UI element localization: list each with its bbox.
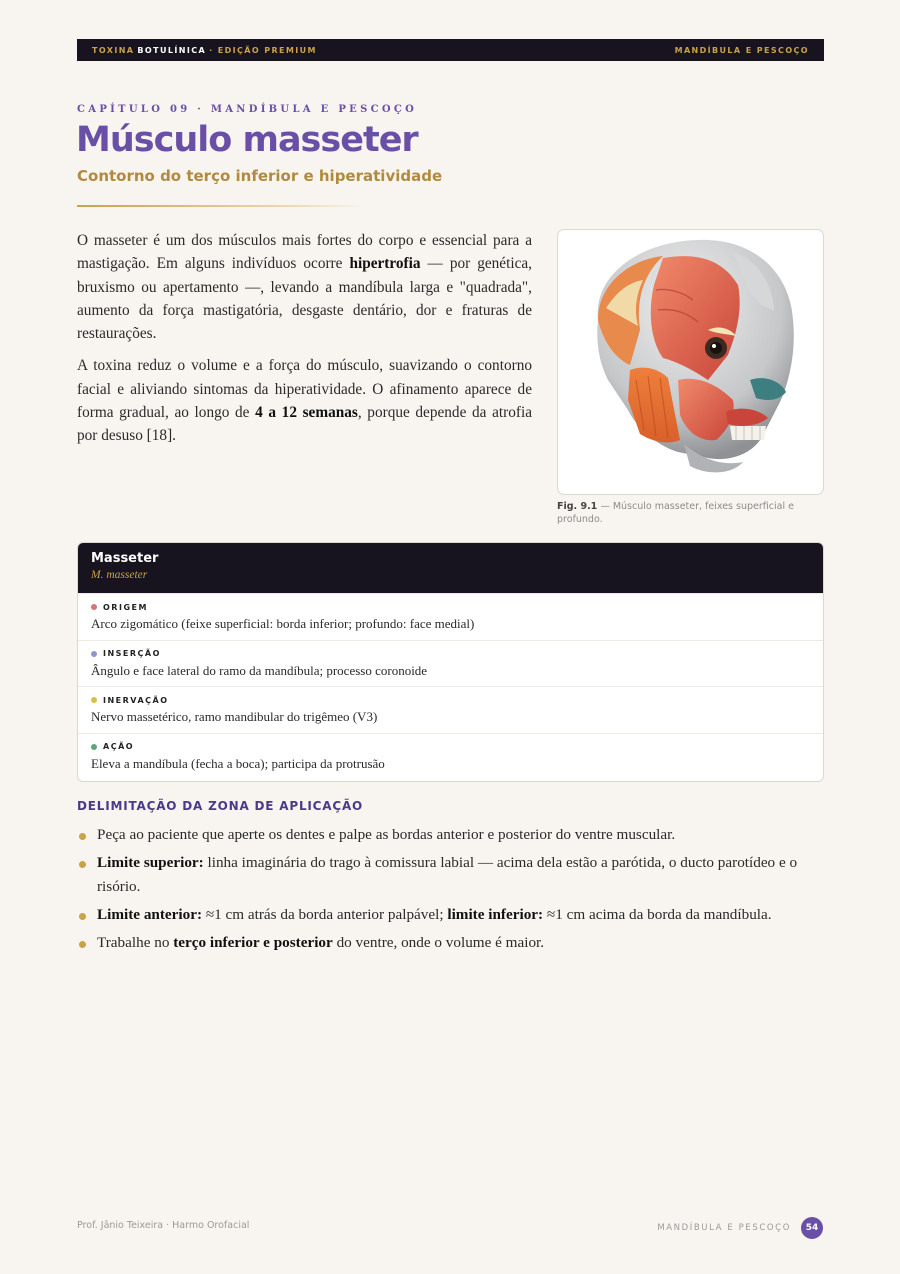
card-latin-name: M. masseter <box>91 569 148 581</box>
intro-text <box>77 229 532 457</box>
chapter-label: CAPÍTULO 09 · MANDÍBULA E PESCOÇO <box>77 104 418 115</box>
header-brand <box>92 46 317 55</box>
list-item <box>77 931 825 955</box>
page-number-badge: 54 <box>801 1217 823 1239</box>
row-label-text: INERVAÇÃO <box>103 695 169 705</box>
header-brand-botulinica: BOTULÍNICA <box>137 45 207 55</box>
title-divider <box>77 205 367 207</box>
muscle-info-card <box>77 542 824 782</box>
header-section: MANDÍBULA E PESCOÇO <box>674 45 809 55</box>
bullet-text: ≈1 cm acima da borda da mandíbula. <box>543 906 772 923</box>
row-text: Arco zigomático (feixe superficial: borda inferior; profundo: face medial) <box>91 616 475 631</box>
card-row-insercao <box>78 640 823 687</box>
insertion-dot-icon <box>91 651 97 657</box>
intro-p1-text-a: O masseter é um dos músculos mais fortes do corpo e essencial para a mastigação. Em alguns indivíduos ocorre <box>77 232 532 273</box>
bullet-bold: Limite anterior: <box>97 906 203 923</box>
bullet-text: linha imaginária do trago à comissura labial — acima dela estão a parótida, o ducto parotídeo e o risório. <box>97 854 798 895</box>
bullet-text: do ventre, onde o volume é maior. <box>332 934 545 951</box>
figure-label: Fig. 9.1 <box>557 501 598 512</box>
row-text: Ângulo e face lateral do ramo da mandíbula; processo coronoide <box>91 662 428 678</box>
intro-p2-text-a: A toxina reduz o volume e a força do músculo, suavizando o contorno facial e aliviando sintomas da hiperatividade. O afinamento aparece de forma gradual, ao longo de <box>77 357 532 422</box>
action-dot-icon <box>91 744 97 750</box>
bullet-bold: limite inferior: <box>447 906 544 923</box>
figure-caption <box>557 500 807 526</box>
section-heading: DELIMITAÇÃO DA ZONA DE APLICAÇÃO <box>77 799 364 813</box>
intro-p2-text-b: , porque depende da atrofia por desuso [18]. <box>77 404 532 445</box>
card-row-origem <box>78 593 823 640</box>
row-label-inervacao <box>91 694 810 706</box>
bullet-text: Peça ao paciente que aperte os dentes e palpe as bordas anterior e posterior do ventre muscular. <box>97 826 676 843</box>
bullet-bold: terço inferior e posterior <box>173 934 333 951</box>
card-row-inervacao <box>78 686 823 733</box>
list-item <box>77 903 825 927</box>
masseter-anatomy-figure <box>557 229 824 495</box>
footer-right <box>657 1217 823 1239</box>
intro-paragraph-1 <box>77 229 532 345</box>
bullet-bold: Limite superior: <box>97 854 204 871</box>
running-header <box>77 39 824 61</box>
intro-paragraph-2 <box>77 354 532 447</box>
footer-section: MANDÍBULA E PESCOÇO <box>657 1223 791 1233</box>
intro-p2-bold: 4 a 12 semanas <box>255 404 358 422</box>
row-text: Nervo massetérico, ramo mandibular do trigêmeo (V3) <box>91 709 378 724</box>
list-item <box>77 823 825 847</box>
row-label-origem <box>91 601 810 613</box>
card-header <box>78 543 823 593</box>
page-title: Músculo masseter <box>76 120 418 160</box>
row-label-text: AÇÃO <box>103 742 135 751</box>
figure-caption-text: — Músculo masseter, feixes superficial e profundo. <box>557 501 794 525</box>
origin-dot-icon <box>91 604 97 610</box>
intro-p1-bold: hipertrofia <box>349 255 421 273</box>
page-subtitle: Contorno do terço inferior e hiperatividade <box>77 167 443 185</box>
card-row-acao <box>78 733 823 780</box>
card-title: Masseter <box>91 551 159 566</box>
footer-author: Prof. Jânio Teixeira · Harmo Orofacial <box>77 1220 250 1231</box>
row-label-acao <box>91 741 810 753</box>
bullet-text: Trabalhe no <box>97 934 174 951</box>
row-text: Eleva a mandíbula (fecha a boca); participa da protrusão <box>91 755 385 771</box>
intro-p1-text-b: — por genética, bruxismo ou apertamento —, levando a mandíbula larga e "quadrada", aumento da força mastigatória, desgaste dentário, dor e fraturas de restaurações. <box>77 255 532 343</box>
header-brand-toxina: TOXINA <box>92 45 135 55</box>
row-label-insercao <box>91 648 810 660</box>
bullet-text: ≈1 cm atrás da borda anterior palpável; <box>202 906 448 923</box>
innervation-dot-icon <box>91 697 97 703</box>
list-item <box>77 851 825 899</box>
row-label-text: INSERÇÃO <box>103 649 161 658</box>
row-label-text: ORIGEM <box>103 602 148 612</box>
application-zone-list <box>77 823 825 959</box>
skull-muscles-illustration <box>558 230 823 494</box>
header-edition: · EDIÇÃO PREMIUM <box>209 45 317 55</box>
